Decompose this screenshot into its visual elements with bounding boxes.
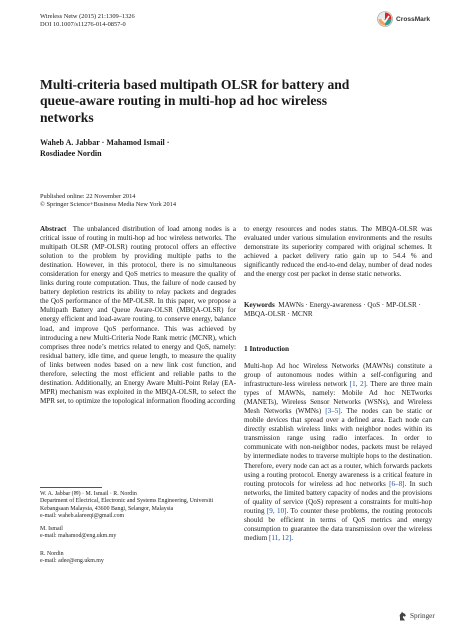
author-email[interactable]: e-mail: adee@eng.ukm.my	[40, 558, 104, 565]
citation-link[interactable]: [9, 10]	[266, 506, 287, 515]
crossmark-label: CrossMark	[396, 15, 431, 23]
footnote-divider	[40, 487, 102, 488]
keywords-text: MAWNs · Energy-awareness · QoS · MP-OLSR · MBQA-OLSR · MCNR	[244, 301, 421, 319]
publisher-name: Springer	[410, 612, 435, 620]
intro-text: . In such networks, the limited battery capacity of nodes and the provisions of quality of service (QoS) represent a constraints for multi-hop routing	[244, 479, 432, 515]
intro-text: . The nodes can be static or mobile devices that spread over a defined area. Each node can directly establish wireless links with neighbor nodes within its transmission range using radio interfaces. In order to communicate with non-neighbor nodes, packets must be relayed by intermediate nodes to traverse multiple hops to the destination. Therefore, every node can act as a router, which forwards packets using a routing protocol. Energy awareness is a critical feature in routing protocols for wireless ad hoc networks	[244, 407, 432, 488]
publisher-logo	[398, 611, 435, 621]
abstract-text-continued: to energy resources and nodes status. The MBQA-OLSR was evaluated under various simulation environments and the results demonstrate its superiority compared with original schemes. It achieved a packet delivery ratio gain up to 54.4 % and significantly reduced the end-to-end delay, number of dead nodes and the energy cost per packet in dense static networks.	[244, 225, 432, 279]
intro-text: .	[291, 533, 294, 542]
affiliation-author-name: M. Ismail	[40, 526, 63, 532]
abstract-label: Abstract	[40, 225, 67, 233]
doi[interactable]: DOI 10.1007/s11276-014-0857-0	[40, 21, 126, 29]
intro-text: . There are three main types of MAWNs, namely: Mobile Ad hoc NETworks (MANETs), Wireless Sensor Networks (WSNs), and Wireless Mesh Networks (WMNs)	[244, 380, 432, 416]
author-list	[40, 138, 300, 159]
author-email[interactable]: e-mail: mahamod@eng.ukm.my	[40, 533, 117, 540]
authors-line-1: Waheb A. Jabbar · Mahamod Ismail ·	[40, 138, 170, 147]
affiliation-address: Department of Electrical, Electronic and Systems Engineering, Universiti Kebangsaan Malaysia, 43600 Bangi, Selangor, Malaysia	[40, 498, 214, 512]
author-email[interactable]: e-mail: waheb.alareeqi@gmail.com	[40, 512, 125, 519]
abstract-right-column	[244, 225, 432, 279]
affiliation-block-3	[40, 551, 236, 566]
intro-text: . To counter these problems, the routing protocols should be efficient in terms of QoS metrics and energy consumption to guarantee the data transmission over the wireless medium	[244, 506, 433, 542]
affiliation-author-name: R. Nordin	[40, 551, 64, 557]
keywords	[244, 301, 432, 319]
abstract-left-column	[40, 225, 236, 406]
abstract-text: The unbalanced distribution of load among nodes is a critical issue of routing in multi-hop ad hoc wireless networks. The multipath OLSR (MP-OLSR) routing protocol offers an effective solution to the problem by providing multiple paths to the destination. However, in this protocol, there is no simultaneous consideration for energy and QoS metrics to measure the quality of links during route computation. Thus, the failure of node caused by battery depletion restricts its ability to relay packets and degrades the QoS performance of the MP-OLSR. In this paper, we propose a Multipath Battery and Queue Aware-OLSR (MBQA-OLSR) for energy efficient and load-aware routing, to conserve energy, balance load, and improve QoS performance. This was achieved by introducing a new Multi-Criteria Node Rank metric (MCNR), which comprises three node’s metrics related to energy and QoS, namely: residual battery, idle time, and queue length, to measure the quality of links between nodes based on a new link cost function, and therefore, selecting the most efficient and reliable paths to the destination. Additionally, an Energy Aware Multi-Point Relay (EA-MPR) mechanism was exploited in the MBQA-OLSR, to select the MPR set, to optimize the topological information flooding according	[40, 225, 236, 405]
citation-link[interactable]: [1, 2]	[349, 380, 367, 389]
journal-header	[40, 13, 135, 29]
affiliation-authors: W. A. Jabbar (✉) · M. Ismail · R. Nordin	[40, 491, 137, 497]
citation-link[interactable]: [11, 12]	[269, 533, 292, 542]
citation-link[interactable]: [3–5]	[325, 407, 341, 416]
published-date: Published online: 22 November 2014	[40, 193, 136, 200]
affiliation-block-1	[40, 491, 236, 520]
introduction-body	[244, 362, 432, 543]
crossmark-badge[interactable]	[377, 11, 430, 27]
paper-title: Multi-criteria based multipath OLSR for battery and queue-aware routing in multi-hop ad hoc wireless networks	[40, 77, 350, 125]
crossmark-icon	[377, 11, 393, 27]
springer-knight-icon	[398, 611, 407, 621]
keywords-label: Keywords	[244, 301, 275, 309]
journal-citation: Wireless Netw (2015) 21:1309–1326	[40, 13, 135, 20]
publication-info	[40, 193, 176, 209]
intro-text: Multi-hop Ad hoc Wireless Networks (MAWNs) constitute a group of autonomous nodes within a self-configuring and infrastructure-less wireless network	[244, 362, 432, 389]
affiliation-block-2	[40, 526, 236, 541]
copyright-notice: © Springer Science+Business Media New York 2014	[40, 201, 177, 209]
section-heading: 1 Introduction	[244, 344, 290, 353]
citation-link[interactable]: [6–8]	[389, 479, 405, 488]
authors-line-2: Rosdiadee Nordin	[40, 148, 102, 158]
